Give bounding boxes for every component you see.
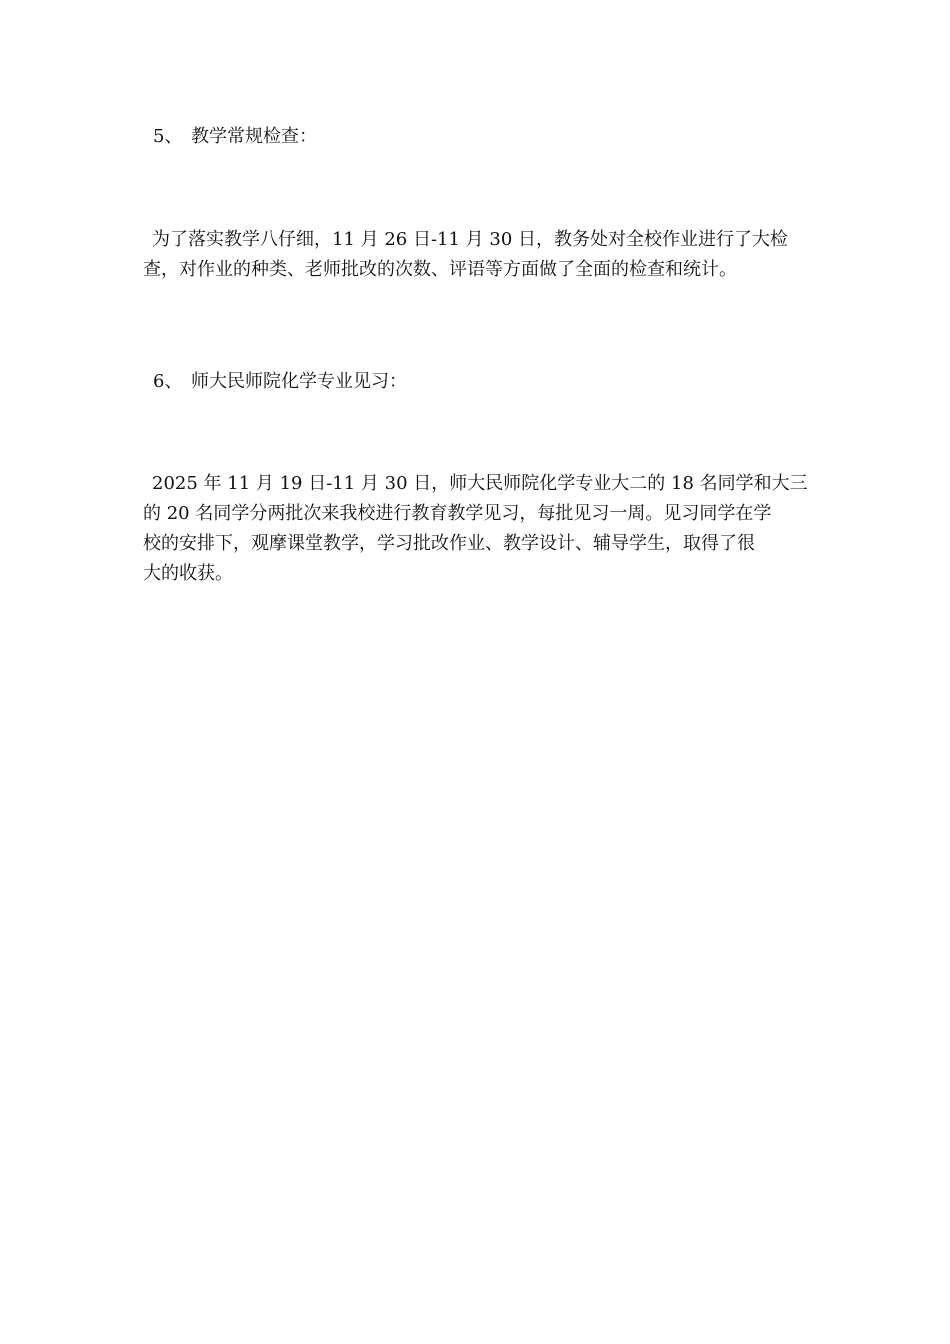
section-6-paragraph [143, 469, 808, 589]
section-6-number: 6、 [153, 371, 183, 392]
section-5-number: 5、 [153, 126, 183, 147]
paragraph-line: 查，对作业的种类、老师批改的次数、评语等方面做了全面的检查和统计。 [143, 259, 737, 280]
paragraph-line: 大的收获。 [143, 563, 233, 584]
paragraph-line: 为了落实教学八仔细，11 月 26 日-11 月 30 日，教务处对全校作业进行了大检 [152, 229, 789, 250]
section-6-title: 师大民师院化学专业见习： [191, 371, 407, 392]
section-5-heading [153, 122, 317, 152]
section-5-paragraph [143, 225, 808, 285]
section-5-title: 教学常规检查： [191, 126, 317, 147]
paragraph-line: 2025 年 11 月 19 日-11 月 30 日，师大民师院化学专业大二的 18 名同学和大三 [152, 473, 808, 494]
paragraph-line: 校的安排下，观摩课堂教学，学习批改作业、教学设计、辅导学生，取得了很 [143, 533, 755, 554]
paragraph-line: 的 20 名同学分两批次来我校进行教育教学见习，每批见习一周。见习同学在学 [143, 503, 772, 524]
section-6-heading [153, 367, 407, 397]
